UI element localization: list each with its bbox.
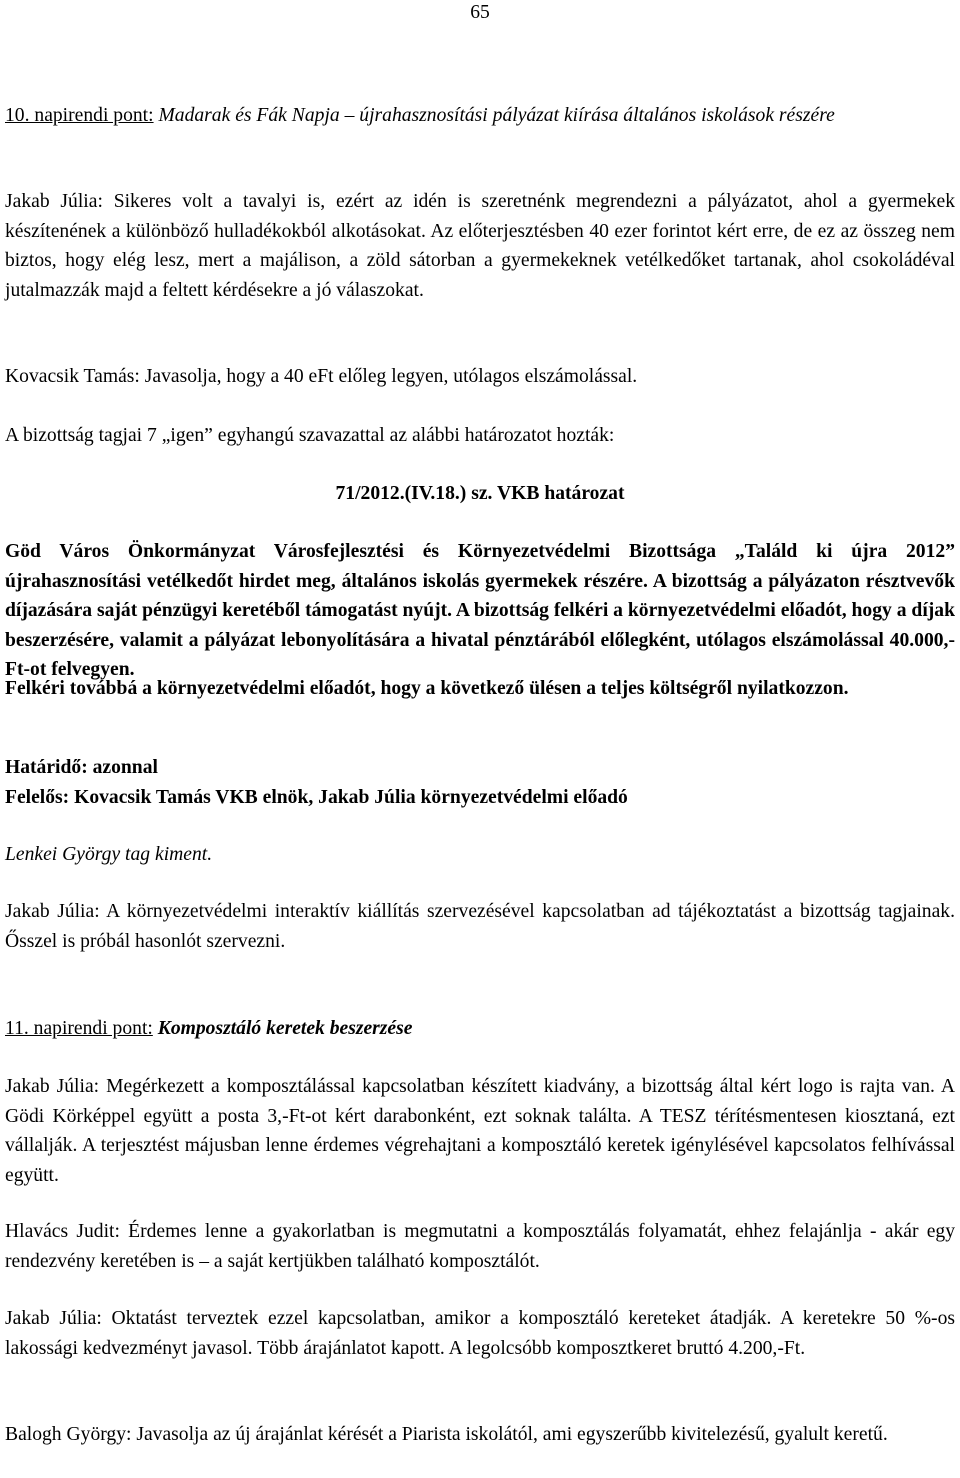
agenda-item-10-number: 10. napirendi pont: [5, 105, 154, 126]
statement-balogh: Balogh György: Javasolja az új árajánlat kérését a Piarista iskolától, ami egyszerűbb kivitelezésű, gyalult keretű. [5, 1424, 888, 1445]
agenda-item-10-heading [5, 101, 955, 131]
statement-jakab-1: Jakab Júlia: Sikeres volt a tavalyi is, ezért az idén is szeretnénk megrendezni a pályázatot, ahol a gyermekek készítenének a különböző hulladékokból alkotásokat. Az előterjesztésben 40 ezer forintot kért erre, de ez az összeg nem biztos, hogy elég lesz, mert a majálison, a zöld sátorban a gyermekeknek vetélkedőket tartanak, ahol csokoládéval jutalmazzák majd a feltett kérdésekre a jó válaszokat. [5, 191, 955, 301]
agenda-item-11-heading [5, 1014, 955, 1044]
agenda-item-11-number: 11. napirendi pont: [5, 1018, 153, 1039]
agenda-item-10-title: Madarak és Fák Napja – újrahasznosítási pályázat kiírása általános iskolások részére [158, 105, 835, 126]
resolution-text-2: Felkéri továbbá a környezetvédelmi előadót, hogy a következő ülésen a teljes költségről nyilatkozzon. [5, 678, 849, 699]
resolution-title: 71/2012.(IV.18.) sz. VKB határozat [335, 483, 625, 504]
statement-jakab-2: Jakab Júlia: A környezetvédelmi interaktív kiállítás szervezésével kapcsolatban ad tájékoztatást a bizottság tagjainak. Ősszel is próbál hasonlót szervezni. [5, 901, 955, 952]
page-number: 65 [470, 2, 490, 23]
responsible: Felelős: Kovacsik Tamás VKB elnök, Jakab Júlia környezetvédelmi előadó [5, 787, 628, 808]
statement-jakab-4: Jakab Júlia: Oktatást terveztek ezzel kapcsolatban, amikor a komposztáló kereteket átadják. A keretekre 50 %-os lakossági kedvezményt javasol. Több árajánlatot kapott. A legolcsóbb komposztkeret bruttó 4.200,-Ft. [5, 1308, 955, 1359]
statement-kovacsik: Kovacsik Tamás: Javasolja, hogy a 40 eFt előleg legyen, utólagos elszámolással. [5, 366, 638, 387]
member-left-note: Lenkei György tag kiment. [5, 844, 213, 865]
resolution-text: Göd Város Önkormányzat Városfejlesztési és Környezetvédelmi Bizottsága „Találd ki újra 2012” újrahasznosítási vetélkedőt hirdet meg, általános iskolás gyermekek részére. A bizottság a pályázaton résztvevők díjazására saját pénzügyi keretéből támogatást nyújt. A bizottság felkéri a környezetvédelmi előadót, hogy a díjak beszerzésére, valamit a pályázat lebonyolítására a hivatal pénztárából előlegként, utólagos elszámolással 40.000,-Ft-ot felvegyen. [5, 541, 955, 680]
deadline: Határidő: azonnal [5, 757, 158, 778]
vote-statement: A bizottság tagjai 7 „igen” egyhangú szavazattal az alábbi határozatot hozták: [5, 425, 615, 446]
agenda-item-11-title: Komposztáló keretek beszerzése [157, 1018, 413, 1039]
statement-hlavacs: Hlavács Judit: Érdemes lenne a gyakorlatban is megmutatni a komposztálás folyamatát, ehhez felajánlja - akár egy rendezvény keretében is – a saját kertjükben található komposztálót. [5, 1221, 955, 1272]
statement-jakab-3: Jakab Júlia: Megérkezett a komposztálással kapcsolatban készített kiadvány, a bizottság által kért logo is rajta van. A Gödi Körképpel együtt a posta 3,-Ft-ot kért darabonként, ezt soknak találta. A TESZ térítésmentesen kiosztaná, ezt vállalják. A terjesztést májusban lenne érdemes végrehajtani a komposztáló keretek igénylésével kapcsolatos felhívással együtt. [5, 1076, 955, 1186]
